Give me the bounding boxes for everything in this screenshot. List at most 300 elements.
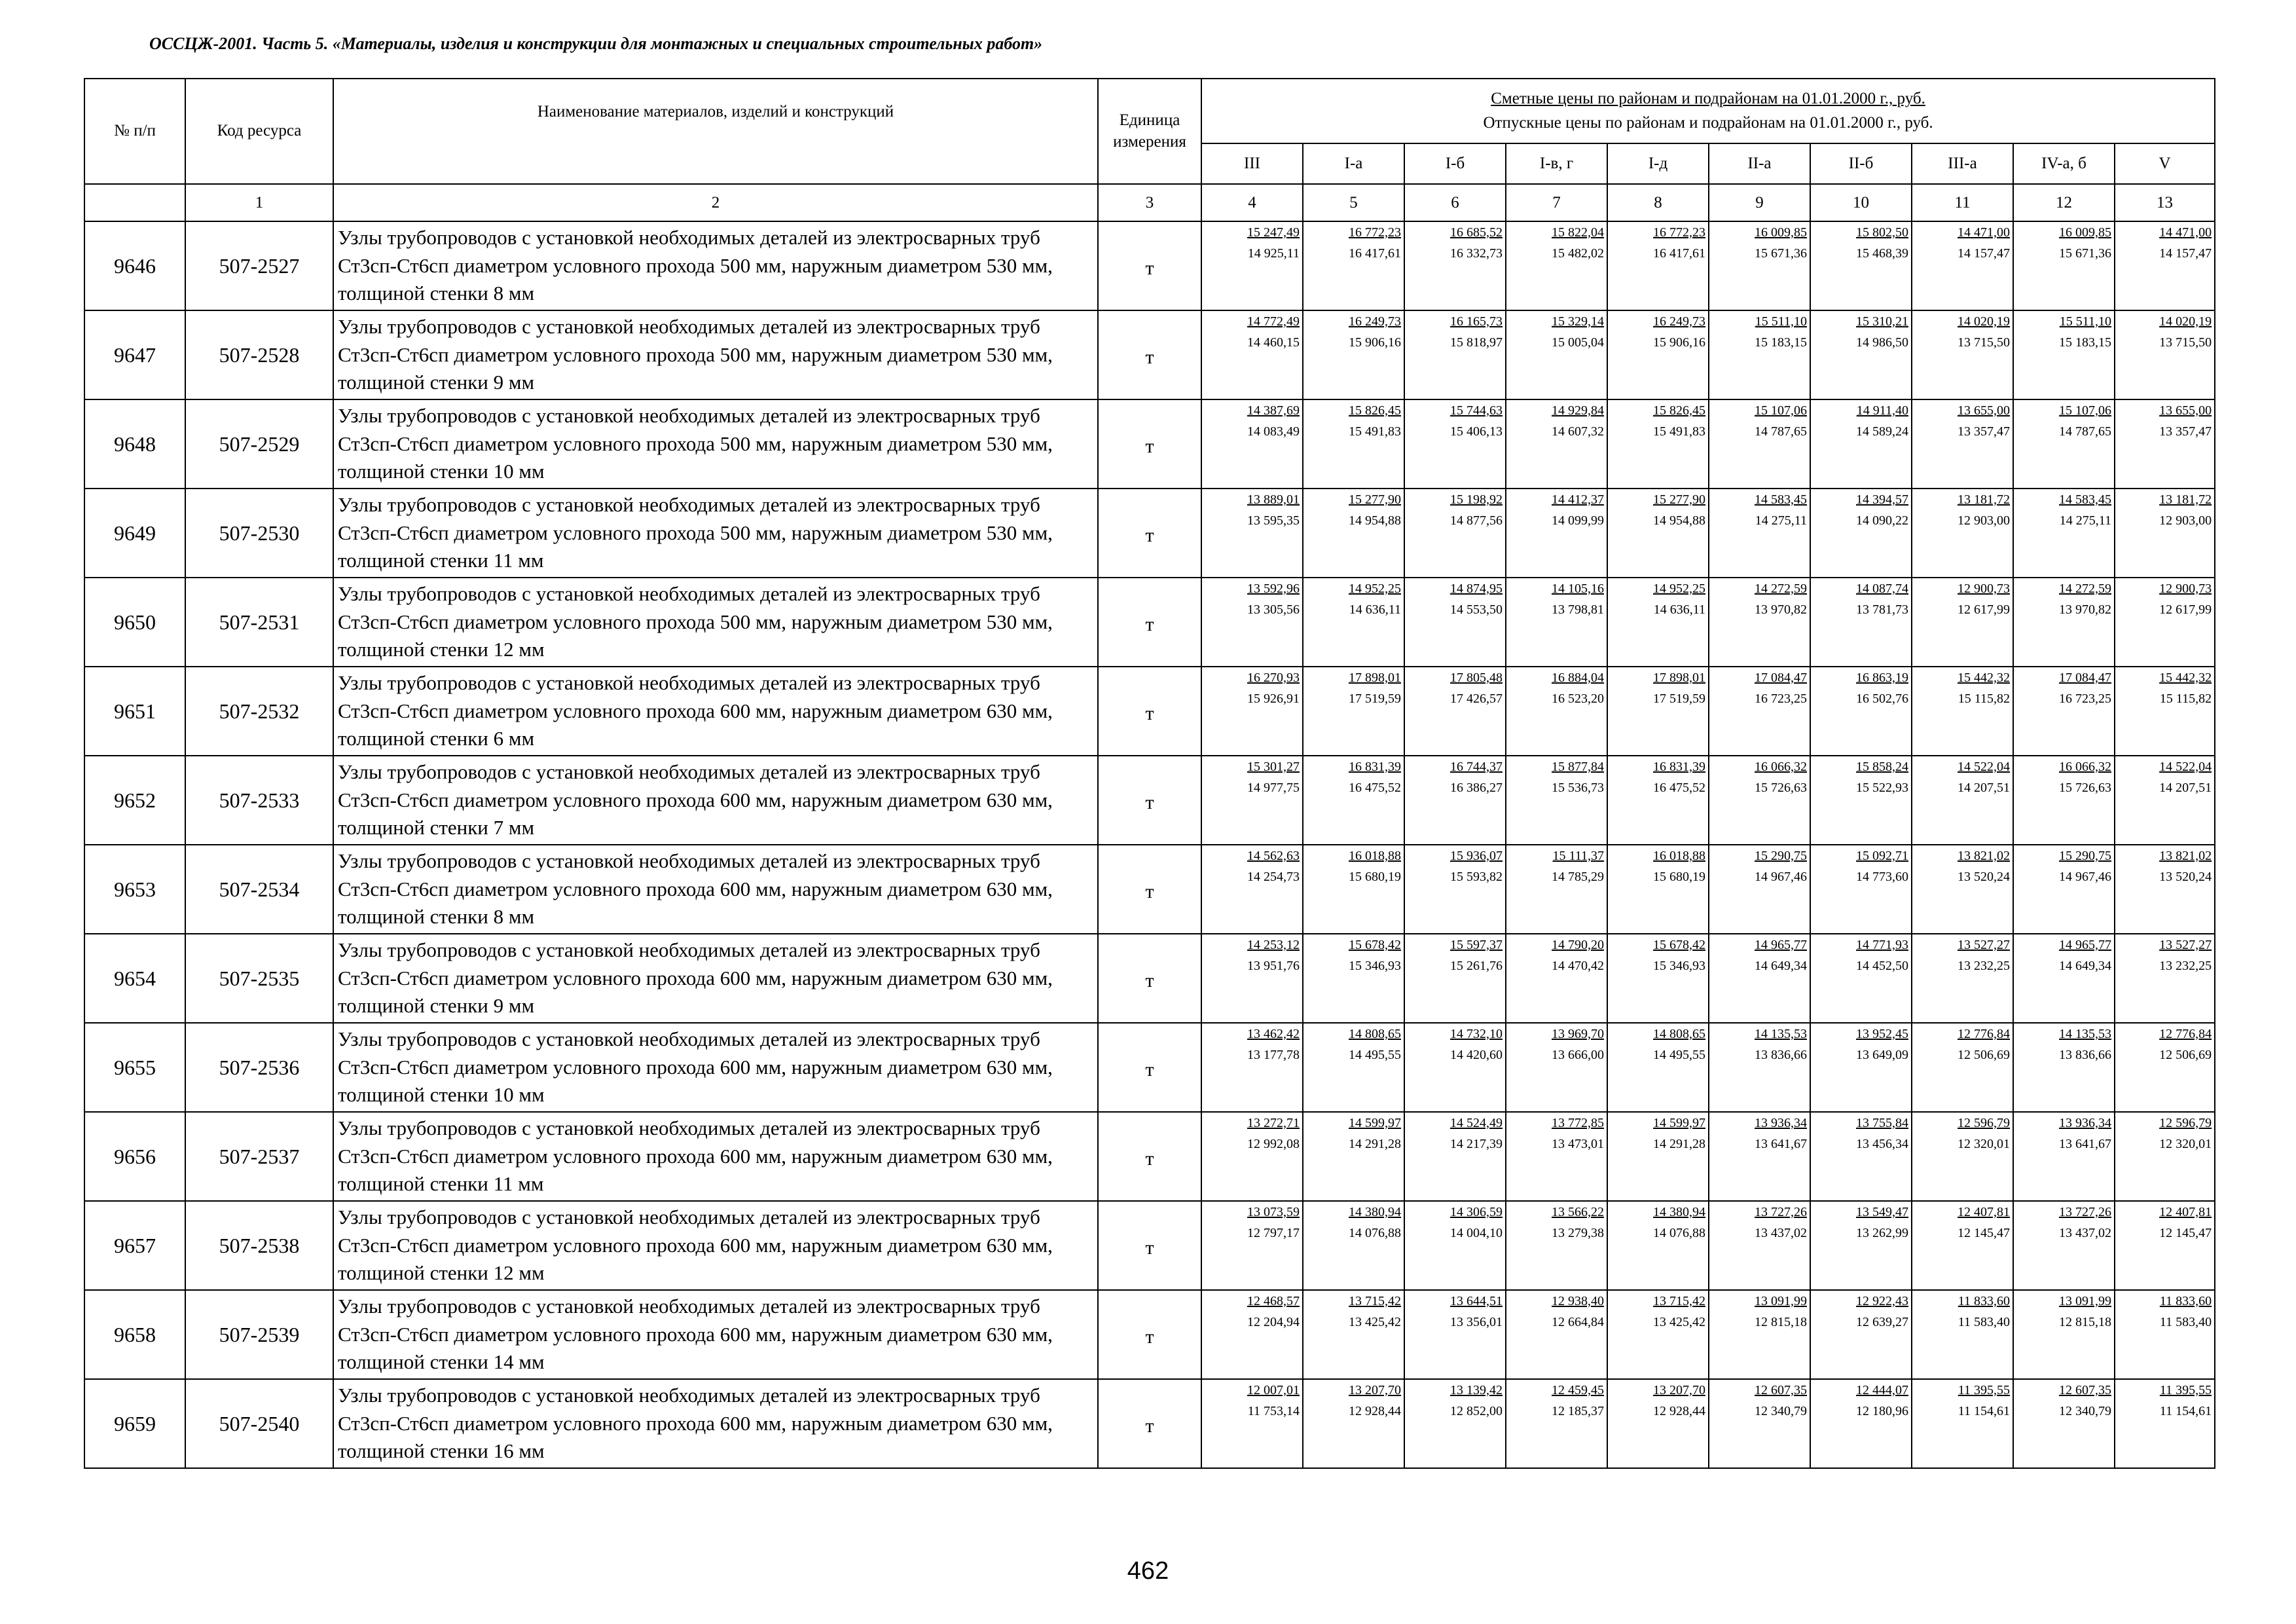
price-cell — [1506, 399, 1607, 489]
price-cell — [1506, 221, 1607, 310]
release-price: 14 636,11 — [1653, 602, 1705, 617]
price-cell — [1709, 399, 1810, 489]
column-number-row — [84, 184, 2215, 221]
release-price: 14 254,73 — [1247, 870, 1300, 884]
price-cell — [1201, 934, 1303, 1023]
material-name: Узлы трубопроводов с установкой необходимых деталей из электросварных труб Ст3сп-Ст6сп диаметром условного прохода 600 мм, наружным диаметром 630 мм, толщиной стенки 11 мм — [333, 1112, 1098, 1201]
estimated-price: 16 744,37 — [1450, 760, 1503, 774]
region-header: I-д — [1607, 143, 1709, 184]
release-price: 12 664,84 — [1552, 1315, 1604, 1329]
estimated-price: 14 952,25 — [1653, 581, 1705, 596]
table-row — [84, 845, 2215, 934]
region-header: II-б — [1810, 143, 1912, 184]
price-cell — [1810, 399, 1912, 489]
unit: т — [1098, 310, 1201, 399]
release-price: 14 967,46 — [2059, 870, 2111, 884]
price-cell — [1506, 578, 1607, 667]
row-number: 9656 — [84, 1112, 185, 1201]
estimated-price: 14 105,16 — [1552, 581, 1604, 596]
material-name: Узлы трубопроводов с установкой необходимых деталей из электросварных труб Ст3сп-Ст6сп диаметром условного прохода 600 мм, наружным диаметром 630 мм, толщиной стенки 8 мм — [333, 845, 1098, 934]
unit: т — [1098, 489, 1201, 578]
material-name: Узлы трубопроводов с установкой необходимых деталей из электросварных труб Ст3сп-Ст6сп диаметром условного прохода 600 мм, наружным диаметром 630 мм, толщиной стенки 6 мм — [333, 667, 1098, 756]
release-price: 16 723,25 — [2059, 692, 2111, 706]
estimated-price: 13 527,27 — [1958, 938, 2010, 952]
price-cell — [2115, 667, 2215, 756]
estimated-price: 11 833,60 — [2159, 1294, 2212, 1308]
price-cell — [1201, 756, 1303, 845]
estimated-price: 15 822,04 — [1552, 225, 1604, 240]
estimated-price: 16 772,23 — [1653, 225, 1705, 240]
price-cell — [1607, 1112, 1709, 1201]
price-cell — [2013, 1201, 2115, 1290]
col-header-unit: Единица измерения — [1098, 79, 1201, 184]
release-price: 14 076,88 — [1653, 1226, 1705, 1240]
release-price: 12 815,18 — [2059, 1315, 2111, 1329]
price-cell — [2013, 1290, 2115, 1379]
row-number: 9658 — [84, 1290, 185, 1379]
unit: т — [1098, 1290, 1201, 1379]
release-price: 17 519,59 — [1653, 692, 1705, 706]
release-price: 15 491,83 — [1349, 424, 1401, 439]
resource-code: 507-2533 — [185, 756, 333, 845]
release-price: 15 680,19 — [1653, 870, 1705, 884]
table-row — [84, 310, 2215, 399]
price-cell — [1607, 489, 1709, 578]
release-price: 12 320,01 — [2159, 1137, 2212, 1151]
price-cell — [2115, 1023, 2215, 1112]
material-name: Узлы трубопроводов с установкой необходимых деталей из электросварных труб Ст3сп-Ст6сп диаметром условного прохода 600 мм, наружным диаметром 630 мм, толщиной стенки 7 мм — [333, 756, 1098, 845]
resource-code: 507-2529 — [185, 399, 333, 489]
estimated-price: 15 826,45 — [1349, 403, 1401, 418]
estimated-price: 16 831,39 — [1349, 760, 1401, 774]
table-row — [84, 667, 2215, 756]
estimated-price: 16 066,32 — [1755, 760, 1807, 774]
column-number: 2 — [333, 184, 1098, 221]
release-price: 13 836,66 — [1755, 1048, 1807, 1062]
price-cell — [1201, 1112, 1303, 1201]
release-price: 12 617,99 — [2159, 602, 2212, 617]
price-cell — [1810, 667, 1912, 756]
table-row — [84, 489, 2215, 578]
release-price: 13 715,50 — [2159, 335, 2212, 350]
release-price: 14 452,50 — [1856, 959, 1908, 973]
unit: т — [1098, 845, 1201, 934]
price-cell — [2013, 578, 2115, 667]
price-cell — [1201, 845, 1303, 934]
release-price: 15 491,83 — [1653, 424, 1705, 439]
estimated-price: 15 290,75 — [2059, 849, 2111, 863]
release-price: 17 519,59 — [1349, 692, 1401, 706]
resource-code: 507-2527 — [185, 221, 333, 310]
price-cell — [1404, 1290, 1506, 1379]
release-price: 15 115,82 — [2159, 692, 2212, 706]
price-cell — [2115, 934, 2215, 1023]
col-header-name: Наименование материалов, изделий и конструкций — [333, 79, 1098, 184]
price-cell — [1709, 845, 1810, 934]
unit: т — [1098, 1201, 1201, 1290]
release-price: 12 903,00 — [2159, 513, 2212, 528]
release-price: 14 649,34 — [2059, 959, 2111, 973]
estimated-price: 16 270,93 — [1247, 671, 1300, 685]
release-price: 15 468,39 — [1856, 246, 1908, 261]
release-price: 14 207,51 — [1958, 781, 2010, 795]
release-price: 12 928,44 — [1653, 1404, 1705, 1418]
price-cell — [1303, 1201, 1404, 1290]
release-price: 16 386,27 — [1450, 781, 1503, 795]
column-number: 4 — [1201, 184, 1303, 221]
region-header: I-а — [1303, 143, 1404, 184]
release-price: 15 406,13 — [1450, 424, 1503, 439]
row-number: 9654 — [84, 934, 185, 1023]
price-cell — [1912, 1379, 2013, 1468]
price-cell — [1709, 1023, 1810, 1112]
release-price: 11 753,14 — [1247, 1404, 1300, 1418]
estimated-price: 12 922,43 — [1856, 1294, 1908, 1308]
price-cell — [1709, 578, 1810, 667]
estimated-price: 16 009,85 — [2059, 225, 2111, 240]
release-price: 11 583,40 — [1958, 1315, 2010, 1329]
price-cell — [1506, 1379, 1607, 1468]
price-cell — [1810, 489, 1912, 578]
price-cell — [1607, 1023, 1709, 1112]
estimated-price: 12 776,84 — [1958, 1027, 2010, 1041]
price-cell — [1303, 399, 1404, 489]
price-cell — [2013, 667, 2115, 756]
price-cell — [1810, 1290, 1912, 1379]
col-header-code: Код ресурса — [185, 79, 333, 184]
resource-code: 507-2538 — [185, 1201, 333, 1290]
price-cell — [1912, 221, 2013, 310]
price-cell — [2013, 221, 2115, 310]
price-cell — [2115, 845, 2215, 934]
release-price: 14 636,11 — [1349, 602, 1401, 617]
price-cell — [1607, 399, 1709, 489]
estimated-price: 15 247,49 — [1247, 225, 1300, 240]
estimated-price: 16 863,19 — [1856, 671, 1908, 685]
release-price: 14 954,88 — [1349, 513, 1401, 528]
release-price: 15 671,36 — [1755, 246, 1807, 261]
material-name: Узлы трубопроводов с установкой необходимых деталей из электросварных труб Ст3сп-Ст6сп диаметром условного прохода 500 мм, наружным диаметром 530 мм, толщиной стенки 8 мм — [333, 221, 1098, 310]
price-cell — [2115, 1201, 2215, 1290]
price-cell — [1303, 1112, 1404, 1201]
price-cell — [1201, 399, 1303, 489]
price-cell — [1912, 489, 2013, 578]
resource-code: 507-2528 — [185, 310, 333, 399]
price-cell — [2013, 489, 2115, 578]
release-price: 14 157,47 — [1958, 246, 2010, 261]
price-cell — [1912, 1290, 2013, 1379]
resource-code: 507-2537 — [185, 1112, 333, 1201]
release-price: 11 154,61 — [1958, 1404, 2010, 1418]
release-price: 14 495,55 — [1653, 1048, 1705, 1062]
column-number: 6 — [1404, 184, 1506, 221]
price-cell — [1404, 221, 1506, 310]
price-cell — [1810, 845, 1912, 934]
unit: т — [1098, 1379, 1201, 1468]
price-cell — [1810, 1379, 1912, 1468]
price-cell — [1709, 667, 1810, 756]
price-cell — [1607, 756, 1709, 845]
price-cell — [1201, 578, 1303, 667]
release-price: 14 785,29 — [1552, 870, 1604, 884]
table-row — [84, 1023, 2215, 1112]
estimated-price: 14 599,97 — [1653, 1116, 1705, 1130]
price-cell — [2013, 756, 2115, 845]
release-price: 13 456,34 — [1856, 1137, 1908, 1151]
estimated-price: 16 884,04 — [1552, 671, 1604, 685]
estimated-price: 13 727,26 — [2059, 1205, 2111, 1219]
estimated-price: 14 272,59 — [1755, 581, 1807, 596]
release-price: 12 617,99 — [1958, 602, 2010, 617]
estimated-price: 14 808,65 — [1349, 1027, 1401, 1041]
release-price: 14 099,99 — [1552, 513, 1604, 528]
release-price: 15 818,97 — [1450, 335, 1503, 350]
release-price: 13 473,01 — [1552, 1137, 1604, 1151]
price-cell — [1404, 399, 1506, 489]
price-cell — [1709, 934, 1810, 1023]
estimated-price: 15 290,75 — [1755, 849, 1807, 863]
estimated-price: 14 394,57 — [1856, 492, 1908, 507]
release-price: 13 798,81 — [1552, 602, 1604, 617]
release-price: 14 470,42 — [1552, 959, 1604, 973]
release-price: 12 815,18 — [1755, 1315, 1807, 1329]
estimated-price: 15 277,90 — [1349, 492, 1401, 507]
estimated-price: 15 511,10 — [2059, 314, 2111, 329]
estimated-price: 13 592,96 — [1247, 581, 1300, 596]
release-price: 13 666,00 — [1552, 1048, 1604, 1062]
price-cell — [1201, 221, 1303, 310]
estimated-price: 13 969,70 — [1552, 1027, 1604, 1041]
estimated-price: 15 442,32 — [1958, 671, 2010, 685]
unit: т — [1098, 756, 1201, 845]
estimated-price: 14 522,04 — [1958, 760, 2010, 774]
release-price: 12 180,96 — [1856, 1404, 1908, 1418]
table-row — [84, 934, 2215, 1023]
price-cell — [1607, 310, 1709, 399]
estimated-price: 13 181,72 — [1958, 492, 2010, 507]
estimated-price: 17 084,47 — [1755, 671, 1807, 685]
column-number: 5 — [1303, 184, 1404, 221]
price-cell — [1506, 1201, 1607, 1290]
price-cell — [1506, 489, 1607, 578]
release-price: 15 536,73 — [1552, 781, 1604, 795]
estimated-price: 13 091,99 — [1755, 1294, 1807, 1308]
estimated-price: 13 073,59 — [1247, 1205, 1300, 1219]
release-price: 15 346,93 — [1653, 959, 1705, 973]
release-price: 12 506,69 — [2159, 1048, 2212, 1062]
estimated-price: 14 965,77 — [2059, 938, 2111, 952]
release-price: 15 346,93 — [1349, 959, 1401, 973]
price-cell — [1912, 667, 2013, 756]
release-price: 14 090,22 — [1856, 513, 1908, 528]
price-cell — [1506, 667, 1607, 756]
estimated-price: 15 936,07 — [1450, 849, 1503, 863]
estimated-price: 16 831,39 — [1653, 760, 1705, 774]
region-header: III-а — [1912, 143, 2013, 184]
release-price: 16 723,25 — [1755, 692, 1807, 706]
estimated-price: 16 772,23 — [1349, 225, 1401, 240]
price-cell — [1607, 221, 1709, 310]
estimated-price: 14 599,97 — [1349, 1116, 1401, 1130]
resource-code: 507-2535 — [185, 934, 333, 1023]
estimated-price: 14 380,94 — [1653, 1205, 1705, 1219]
price-cell — [2115, 310, 2215, 399]
material-name: Узлы трубопроводов с установкой необходимых деталей из электросварных труб Ст3сп-Ст6сп диаметром условного прохода 500 мм, наружным диаметром 530 мм, толщиной стенки 9 мм — [333, 310, 1098, 399]
estimated-price: 13 549,47 — [1856, 1205, 1908, 1219]
estimated-price: 12 407,81 — [1958, 1205, 2010, 1219]
col-header-num: № п/п — [84, 79, 185, 184]
estimated-price: 14 272,59 — [2059, 581, 2111, 596]
release-price: 12 506,69 — [1958, 1048, 2010, 1062]
unit: т — [1098, 667, 1201, 756]
release-price: 16 475,52 — [1653, 781, 1705, 795]
material-name: Узлы трубопроводов с установкой необходимых деталей из электросварных труб Ст3сп-Ст6сп диаметром условного прохода 600 мм, наружным диаметром 630 мм, толщиной стенки 9 мм — [333, 934, 1098, 1023]
price-table — [84, 78, 2215, 1469]
estimated-price: 15 858,24 — [1856, 760, 1908, 774]
release-price: 13 970,82 — [1755, 602, 1807, 617]
estimated-price: 14 135,53 — [2059, 1027, 2111, 1041]
release-price: 12 145,47 — [1958, 1226, 2010, 1240]
price-cell — [1404, 934, 1506, 1023]
estimated-price: 12 007,01 — [1247, 1383, 1300, 1397]
column-number: 3 — [1098, 184, 1201, 221]
estimated-price: 11 395,55 — [1958, 1383, 2010, 1397]
estimated-price: 13 952,45 — [1856, 1027, 1908, 1041]
price-cell — [1912, 310, 2013, 399]
column-number: 7 — [1506, 184, 1607, 221]
estimated-price: 15 597,37 — [1450, 938, 1503, 952]
estimated-price: 15 310,21 — [1856, 314, 1908, 329]
price-cell — [2013, 399, 2115, 489]
estimated-price: 15 511,10 — [1755, 314, 1807, 329]
release-price: 14 977,75 — [1247, 781, 1300, 795]
release-price: 14 495,55 — [1349, 1048, 1401, 1062]
price-cell — [1201, 489, 1303, 578]
resource-code: 507-2531 — [185, 578, 333, 667]
estimated-price: 12 938,40 — [1552, 1294, 1604, 1308]
release-price: 13 177,78 — [1247, 1048, 1300, 1062]
resource-code: 507-2532 — [185, 667, 333, 756]
release-price: 14 291,28 — [1653, 1137, 1705, 1151]
price-cell — [2013, 934, 2115, 1023]
estimated-price: 14 583,45 — [1755, 492, 1807, 507]
estimated-price: 13 207,70 — [1349, 1383, 1401, 1397]
release-price: 14 967,46 — [1755, 870, 1807, 884]
estimated-price: 12 776,84 — [2159, 1027, 2212, 1041]
estimated-price: 14 380,94 — [1349, 1205, 1401, 1219]
region-header: V — [2115, 143, 2215, 184]
estimated-price: 12 459,45 — [1552, 1383, 1604, 1397]
price-cell — [1303, 1379, 1404, 1468]
estimated-price: 14 020,19 — [2159, 314, 2212, 329]
release-price: 14 004,10 — [1450, 1226, 1503, 1240]
release-price: 16 475,52 — [1349, 781, 1401, 795]
estimated-price: 13 772,85 — [1552, 1116, 1604, 1130]
release-price: 14 954,88 — [1653, 513, 1705, 528]
column-number: 1 — [185, 184, 333, 221]
release-price: 13 357,47 — [1958, 424, 2010, 439]
price-cell — [1506, 845, 1607, 934]
estimated-price: 16 018,88 — [1349, 849, 1401, 863]
price-cell — [1607, 578, 1709, 667]
estimated-price: 17 898,01 — [1653, 671, 1705, 685]
release-price: 14 157,47 — [2159, 246, 2212, 261]
estimated-price: 14 772,49 — [1247, 314, 1300, 329]
column-number: 11 — [1912, 184, 2013, 221]
estimated-price: 12 900,73 — [1958, 581, 2010, 596]
material-name: Узлы трубопроводов с установкой необходимых деталей из электросварных труб Ст3сп-Ст6сп диаметром условного прохода 600 мм, наружным диаметром 630 мм, толщиной стенки 16 мм — [333, 1379, 1098, 1468]
release-price: 15 183,15 — [2059, 335, 2111, 350]
release-price: 15 522,93 — [1856, 781, 1908, 795]
table-row — [84, 1201, 2215, 1290]
estimated-price: 15 198,92 — [1450, 492, 1503, 507]
estimated-price: 16 685,52 — [1450, 225, 1503, 240]
row-number: 9648 — [84, 399, 185, 489]
table-header — [84, 79, 2215, 221]
price-cell — [1404, 578, 1506, 667]
estimated-price: 14 471,00 — [1958, 225, 2010, 240]
price-cell — [1810, 310, 1912, 399]
unit: т — [1098, 399, 1201, 489]
release-price: 16 502,76 — [1856, 692, 1908, 706]
estimated-price: 16 066,32 — [2059, 760, 2111, 774]
price-cell — [1912, 578, 2013, 667]
price-cell — [1607, 667, 1709, 756]
release-price: 13 520,24 — [2159, 870, 2212, 884]
estimated-price: 15 877,84 — [1552, 760, 1604, 774]
release-price: 15 115,82 — [1958, 692, 2010, 706]
price-cell — [1709, 1290, 1810, 1379]
estimated-price: 15 277,90 — [1653, 492, 1705, 507]
release-price: 14 925,11 — [1247, 246, 1300, 261]
price-cell — [1201, 1023, 1303, 1112]
estimated-price: 13 715,42 — [1349, 1294, 1401, 1308]
row-number: 9650 — [84, 578, 185, 667]
price-cell — [2115, 1290, 2215, 1379]
estimated-price: 12 444,07 — [1856, 1383, 1908, 1397]
price-cell — [1912, 845, 2013, 934]
estimated-price: 14 732,10 — [1450, 1027, 1503, 1041]
price-cell — [1709, 1379, 1810, 1468]
price-cell — [1607, 1379, 1709, 1468]
price-cell — [1303, 1290, 1404, 1379]
price-cell — [1303, 489, 1404, 578]
region-header: I-б — [1404, 143, 1506, 184]
estimated-price: 12 407,81 — [2159, 1205, 2212, 1219]
estimated-price: 13 715,42 — [1653, 1294, 1705, 1308]
row-number: 9653 — [84, 845, 185, 934]
estimated-price: 11 395,55 — [2159, 1383, 2212, 1397]
price-cell — [1201, 667, 1303, 756]
estimated-price: 13 272,71 — [1247, 1116, 1300, 1130]
price-cell — [1404, 756, 1506, 845]
release-price: 13 232,25 — [2159, 959, 2212, 973]
page-number: 462 — [1127, 1557, 1169, 1585]
resource-code: 507-2540 — [185, 1379, 333, 1468]
release-price: 13 357,47 — [2159, 424, 2212, 439]
estimated-price: 17 805,48 — [1450, 671, 1503, 685]
estimated-price: 15 092,71 — [1856, 849, 1908, 863]
estimated-price: 11 833,60 — [1958, 1294, 2010, 1308]
price-cell — [1912, 399, 2013, 489]
column-number-blank — [84, 184, 185, 221]
release-price: 14 275,11 — [2059, 513, 2111, 528]
release-price: 13 970,82 — [2059, 602, 2111, 617]
release-price: 12 185,37 — [1552, 1404, 1604, 1418]
release-price: 14 649,34 — [1755, 959, 1807, 973]
material-name: Узлы трубопроводов с установкой необходимых деталей из электросварных труб Ст3сп-Ст6сп диаметром условного прохода 500 мм, наружным диаметром 530 мм, толщиной стенки 11 мм — [333, 489, 1098, 578]
estimated-price: 13 527,27 — [2159, 938, 2212, 952]
